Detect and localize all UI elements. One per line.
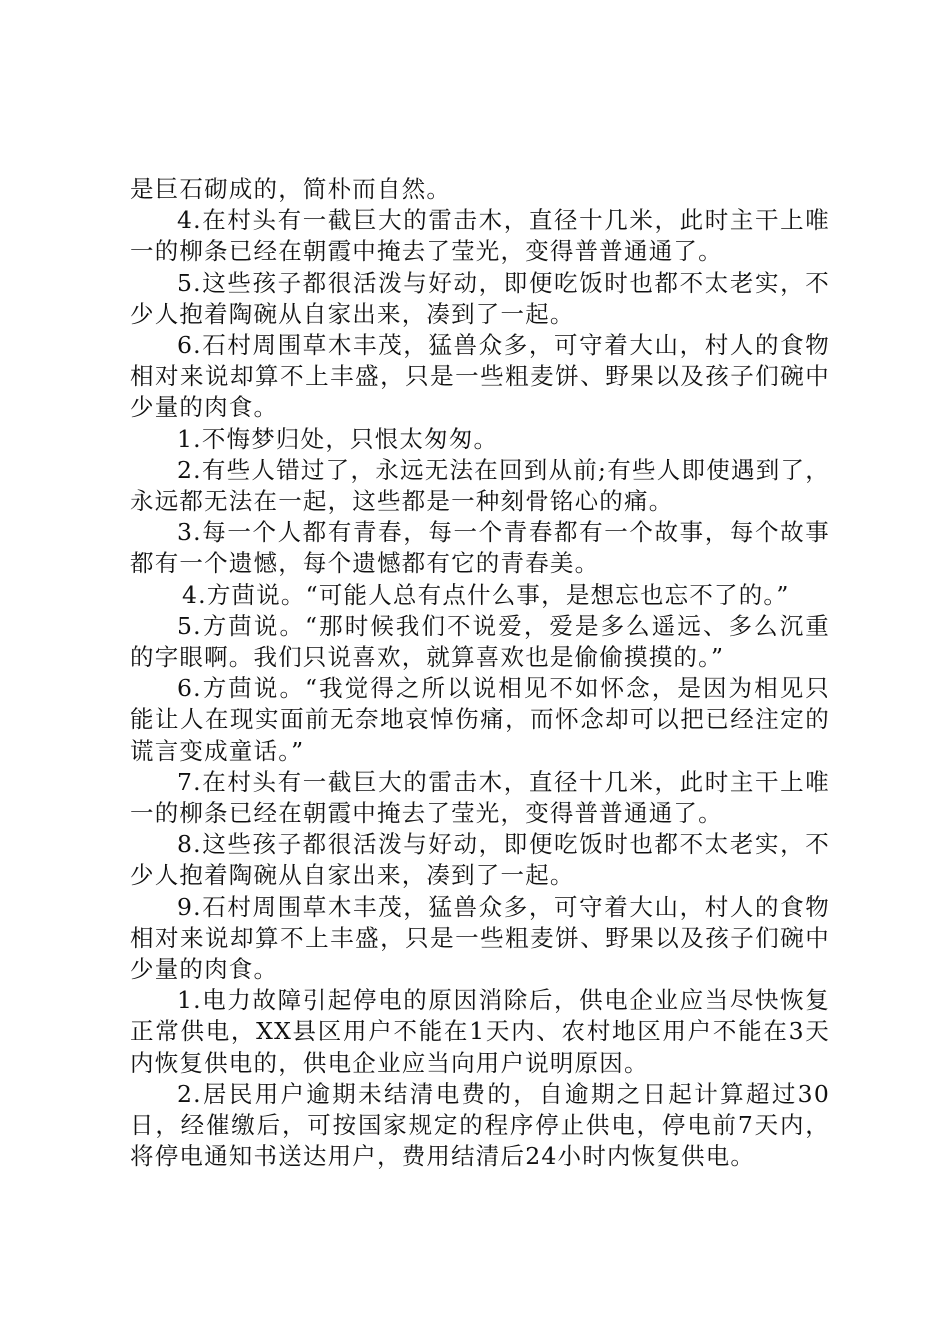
paragraph: 2.居民用户逾期未结清电费的，自逾期之日起计算超过30日，经催缴后，可按国家规定的程序停止供电，停电前7天内，将停电通知书送达用户，费用结清后24小时内恢复供电。 — [130, 1079, 830, 1171]
paragraph: 3.每一个人都有青春，每一个青春都有一个故事，每个故事都有一个遗憾，每个遗憾都有它的青春美。 — [130, 518, 830, 578]
paragraph: 8.这些孩子都很活泼与好动，即便吃饭时也都不太老实，不少人抱着陶碗从自家出来，凑到了一起。 — [130, 830, 830, 890]
paragraph: 2.有些人错过了，永远无法在回到从前;有些人即使遇到了，永远都无法在一起，这些都是一种刻骨铭心的痛。 — [130, 455, 830, 516]
paragraph: 7.在村头有一截巨大的雷击木，直径十几米，此时主干上唯一的柳条已经在朝霞中掩去了莹光，变得普普通通了。 — [130, 767, 830, 828]
paragraph: 1.电力故障引起停电的原因消除后，供电企业应当尽快恢复正常供电，XX县区用户不能在1天内、农村地区用户不能在3天内恢复供电的，供电企业应当向用户说明原因。 — [130, 986, 830, 1077]
paragraph: 1.不悔梦归处，只恨太匆匆。 — [177, 424, 499, 453]
paragraph: 6.石村周围草木丰茂，猛兽众多，可守着大山，村人的食物相对来说却算不上丰盛，只是一些粗麦饼、野果以及孩子们碗中少量的肉食。 — [130, 331, 830, 422]
paragraph: 4.在村头有一截巨大的雷击木，直径十几米，此时主干上唯一的柳条已经在朝霞中掩去了莹光，变得普普通通了。 — [130, 206, 830, 266]
document-body — [130, 174, 830, 1173]
paragraph: 6.方茴说。“我觉得之所以说相见不如怀念，是因为相见只能让人在现实面前无奈地哀悼伤痛，而怀念却可以把已经注定的谎言变成童话。” — [130, 674, 830, 765]
paragraph: 5.方茴说。“那时候我们不说爱，爱是多么遥远、多么沉重的字眼啊。我们只说喜欢，就算喜欢也是偷偷摸摸的。” — [130, 611, 830, 672]
paragraph: 4.方茴说。“可能人总有点什么事，是想忘也忘不了的。” — [182, 580, 790, 609]
paragraph: 5.这些孩子都很活泼与好动，即便吃饭时也都不太老实，不少人抱着陶碗从自家出来，凑到了一起。 — [130, 268, 830, 328]
paragraph: 是巨石砌成的，简朴而自然。 — [130, 175, 452, 203]
paragraph: 9.石村周围草木丰茂，猛兽众多，可守着大山，村人的食物相对来说却算不上丰盛，只是一些粗麦饼、野果以及孩子们碗中少量的肉食。 — [130, 892, 830, 984]
